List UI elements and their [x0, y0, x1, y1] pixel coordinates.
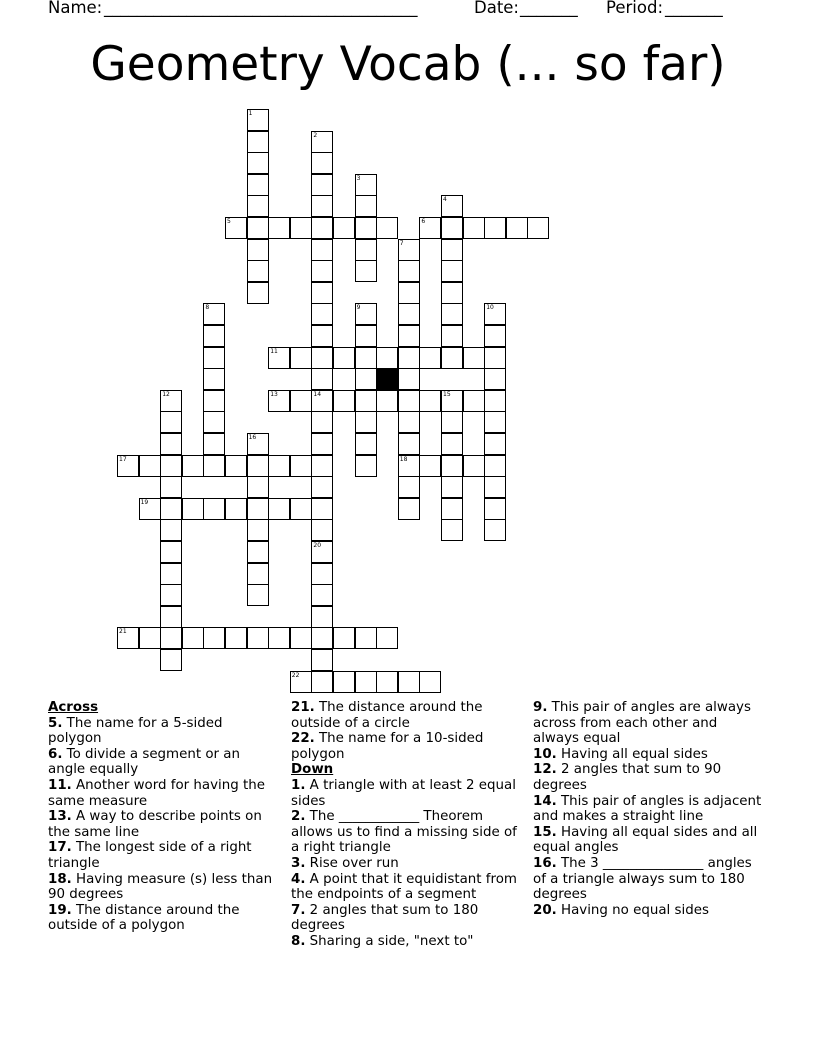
date-blank[interactable]: _______ [520, 0, 578, 17]
down-heading: Down [291, 762, 334, 778]
across-clue-11: 11. Another word for having the same measure [48, 777, 265, 809]
grid-cell[interactable] [311, 476, 333, 498]
grid-cell[interactable] [203, 347, 225, 369]
across-clue-17: 17. The longest side of a right triangle [48, 840, 252, 871]
grid-cell[interactable] [311, 325, 333, 347]
grid-cell[interactable] [311, 563, 333, 585]
grid-cell[interactable] [311, 217, 333, 239]
grid-cell[interactable] [160, 627, 182, 649]
grid-cell[interactable] [484, 476, 506, 498]
period-label: Period: [606, 0, 664, 17]
grid-cell[interactable] [355, 239, 377, 261]
grid-cell[interactable] [247, 476, 269, 498]
grid-cell[interactable] [160, 541, 182, 563]
down-clue-14: 14. This pair of angles is adjacent and makes a straight line [533, 793, 762, 825]
grid-cell[interactable] [355, 325, 377, 347]
grid-cell[interactable] [160, 649, 182, 671]
grid-cell[interactable] [268, 217, 290, 239]
grid-cell[interactable] [311, 606, 333, 628]
grid-cell[interactable] [203, 411, 225, 433]
grid-cell[interactable] [333, 217, 355, 239]
date-label: Date: [474, 0, 519, 17]
down-clue-1: 1. A triangle with at least 2 equal sides [291, 777, 516, 809]
grid-cell[interactable] [355, 671, 377, 693]
grid-cell[interactable] [376, 217, 398, 239]
grid-cell[interactable] [484, 390, 506, 412]
grid-cell[interactable] [398, 476, 420, 498]
grid-cell[interactable] [247, 541, 269, 563]
grid-cell[interactable] [376, 671, 398, 693]
grid-cell[interactable] [441, 282, 463, 304]
grid-cell[interactable] [182, 455, 204, 477]
clue-number: 4 [443, 196, 447, 204]
down-clue-3: 3. Rise over run [291, 855, 399, 871]
down-clue-12: 12. 2 angles that sum to 90 degrees [533, 762, 722, 793]
grid-cell[interactable] [247, 455, 269, 477]
grid-cell[interactable] [247, 627, 269, 649]
grid-cell[interactable] [311, 303, 333, 325]
clue-number: 12 [162, 390, 170, 398]
grid-cell[interactable] [463, 390, 485, 412]
page-title: Geometry Vocab (... so far) [90, 37, 726, 92]
grid-cell[interactable] [160, 584, 182, 606]
grid-cell[interactable] [441, 433, 463, 455]
grid-cell[interactable] [311, 519, 333, 541]
grid-cell[interactable] [484, 325, 506, 347]
grid-cell[interactable] [355, 390, 377, 412]
grid-cell[interactable] [182, 498, 204, 520]
clue-column-2 [291, 700, 523, 950]
grid-cell[interactable] [203, 433, 225, 455]
grid-cell[interactable] [311, 152, 333, 174]
grid-cell[interactable] [355, 368, 377, 390]
clue-number: 19 [140, 498, 149, 506]
grid-cell[interactable] [333, 390, 355, 412]
grid-cell[interactable] [333, 671, 355, 693]
grid-cell[interactable] [441, 325, 463, 347]
grid-cell[interactable] [441, 347, 463, 369]
grid-cell[interactable] [290, 347, 312, 369]
grid-cell[interactable] [398, 671, 420, 693]
grid-cell[interactable] [441, 476, 463, 498]
grid-cell[interactable] [355, 195, 377, 217]
grid-cell[interactable] [484, 411, 506, 433]
grid-cell[interactable] [247, 152, 269, 174]
grid-cell[interactable] [290, 455, 312, 477]
grid-cell[interactable] [311, 368, 333, 390]
down-clue-15: 15. Having all equal sides and all equal angles [533, 824, 758, 856]
grid-cell[interactable] [311, 627, 333, 649]
clue-number: 13 [270, 390, 278, 398]
clue-number: 21 [119, 628, 127, 636]
grid-cell[interactable] [398, 390, 420, 412]
clue-number: 17 [119, 455, 127, 463]
down-clue-16: 16. The 3 _______________ angles of a triangle always sum to 180 degrees [533, 855, 752, 903]
grid-cell[interactable] [441, 260, 463, 282]
grid-cell[interactable] [160, 519, 182, 541]
grid-cell[interactable] [355, 260, 377, 282]
grid-cell[interactable] [311, 498, 333, 520]
clue-number: 6 [421, 218, 426, 225]
grid-cell[interactable] [484, 347, 506, 369]
grid-cell[interactable] [203, 498, 225, 520]
grid-cell[interactable] [484, 217, 506, 239]
grid-cell[interactable] [506, 217, 528, 239]
grid-cell[interactable] [376, 627, 398, 649]
across-clue-19: 19. The distance around the outside of a polygon [48, 902, 240, 934]
grid-cell[interactable] [398, 433, 420, 455]
across-clue-5: 5. The name for a 5-sided polygon [48, 715, 223, 747]
grid-cell[interactable] [355, 433, 377, 455]
grid-cell[interactable] [484, 455, 506, 477]
clue-number: 22 [291, 671, 300, 679]
clue-number: 18 [399, 455, 408, 463]
grid-cell[interactable] [441, 217, 463, 239]
grid-cell[interactable] [203, 390, 225, 412]
grid-cell[interactable] [311, 347, 333, 369]
grid-cell[interactable] [311, 433, 333, 455]
clue-number: 14 [313, 390, 322, 398]
grid-cell[interactable] [311, 584, 333, 606]
clue-number: 7 [399, 239, 404, 247]
grid-cell[interactable] [441, 519, 463, 541]
clue-number: 8 [205, 304, 210, 312]
grid-cell[interactable] [441, 411, 463, 433]
grid-cell[interactable] [247, 584, 269, 606]
grid-cell[interactable] [419, 347, 441, 369]
grid-cell[interactable] [247, 217, 269, 239]
grid-cell[interactable] [463, 217, 485, 239]
grid-cell[interactable] [527, 217, 549, 239]
grid-cell[interactable] [160, 411, 182, 433]
grid-cell[interactable] [247, 131, 269, 153]
grid-cell[interactable] [203, 627, 225, 649]
down-clue-8: 8. Sharing a side, "next to" [291, 933, 474, 949]
clue-number: 5 [227, 218, 231, 225]
grid-cell[interactable] [463, 347, 485, 369]
grid-cell[interactable] [225, 498, 247, 520]
grid-cell[interactable] [160, 498, 182, 520]
down-clue-20: 20. Having no equal sides [533, 902, 709, 918]
grid-cell[interactable] [182, 627, 204, 649]
grid-cell[interactable] [311, 649, 333, 671]
grid-cell[interactable] [290, 498, 312, 520]
down-clue-10: 10. Having all equal sides [533, 746, 708, 762]
across-clue-13: 13. A way to describe points on the same line [48, 809, 262, 840]
down-clue-4: 4. A point that it equidistant from the endpoints of a segment [291, 871, 517, 903]
clue-number: 1 [248, 110, 253, 117]
grid-cell[interactable] [225, 627, 247, 649]
grid-cell[interactable] [419, 671, 441, 693]
clue-number: 15 [443, 390, 451, 398]
grid-cell[interactable] [203, 368, 225, 390]
grid-cell[interactable] [247, 498, 269, 520]
grid-cell[interactable] [398, 325, 420, 347]
grid-cell[interactable] [441, 498, 463, 520]
down-clue-2: 2. The ____________ Theorem allows us to find a missing side of a right triangle [291, 809, 517, 856]
grid-cell[interactable] [355, 627, 377, 649]
grid-cell[interactable] [311, 260, 333, 282]
across-heading: Across [48, 700, 99, 715]
grid-cell[interactable] [311, 455, 333, 477]
grid-cell[interactable] [355, 217, 377, 239]
grid-cell[interactable] [247, 282, 269, 304]
grid-cell[interactable] [441, 455, 463, 477]
name-blank[interactable]: ______________________________________ [104, 0, 418, 17]
across-clue-21: 21. The distance around the outside of a circle [291, 700, 483, 731]
grid-cell[interactable] [398, 368, 420, 390]
period-blank[interactable]: _______ [665, 0, 723, 17]
grid-cell[interactable] [398, 260, 420, 282]
clue-number: 16 [248, 434, 257, 441]
grid-cell[interactable] [311, 195, 333, 217]
grid-cell[interactable] [160, 433, 182, 455]
grid-cell[interactable] [160, 563, 182, 585]
grid-cell[interactable] [376, 390, 398, 412]
grid-cell[interactable] [398, 498, 420, 520]
grid-cell[interactable] [484, 433, 506, 455]
grid-cell[interactable] [484, 498, 506, 520]
across-clue-18: 18. Having measure (s) less than 90 degrees [48, 871, 273, 903]
name-label: Name: [48, 0, 103, 17]
across-clue-6: 6. To divide a segment or an angle equally [48, 746, 240, 778]
grid-cell[interactable] [311, 282, 333, 304]
grid-cell[interactable] [160, 606, 182, 628]
clue-number: 10 [486, 304, 494, 312]
grid-cell[interactable] [203, 455, 225, 477]
grid-cell[interactable] [441, 239, 463, 261]
grid-cell[interactable] [139, 627, 161, 649]
clue-column-3 [533, 700, 765, 918]
grid-cell[interactable] [484, 519, 506, 541]
grid-cell[interactable] [247, 239, 269, 261]
grid-cell[interactable] [398, 282, 420, 304]
grid-cell[interactable] [419, 390, 441, 412]
grid-cell[interactable] [225, 455, 247, 477]
across-clue-22: 22. The name for a 10-sided polygon [291, 731, 484, 762]
grid-cell[interactable] [268, 627, 290, 649]
grid-cell[interactable] [311, 411, 333, 433]
grid-cell[interactable] [268, 498, 290, 520]
grid-cell[interactable] [290, 627, 312, 649]
grid-cell[interactable] [160, 476, 182, 498]
grid-cell[interactable] [290, 217, 312, 239]
blocked-cell [376, 368, 398, 390]
clue-number: 20 [313, 542, 322, 549]
grid-cell[interactable] [398, 303, 420, 325]
grid-cell[interactable] [160, 455, 182, 477]
grid-cell[interactable] [311, 671, 333, 693]
grid-cell[interactable] [355, 455, 377, 477]
grid-cell[interactable] [355, 347, 377, 369]
grid-cell[interactable] [203, 325, 225, 347]
grid-cell[interactable] [441, 303, 463, 325]
grid-cell[interactable] [333, 627, 355, 649]
grid-cell[interactable] [398, 347, 420, 369]
grid-cell[interactable] [247, 260, 269, 282]
grid-cell[interactable] [311, 239, 333, 261]
clue-number: 3 [356, 174, 361, 182]
grid-cell[interactable] [376, 347, 398, 369]
grid-cell[interactable] [333, 347, 355, 369]
down-clue-9: 9. This pair of angles are always across from each other and always equal [533, 700, 751, 747]
grid-cell[interactable] [311, 174, 333, 196]
clue-number: 11 [270, 347, 278, 355]
grid-cell[interactable] [290, 390, 312, 412]
grid-cell[interactable] [398, 411, 420, 433]
grid-cell[interactable] [247, 519, 269, 541]
clue-number: 9 [356, 304, 361, 312]
clue-number: 2 [313, 131, 318, 139]
grid-cell[interactable] [463, 455, 485, 477]
grid-cell[interactable] [268, 455, 290, 477]
grid-cell[interactable] [247, 174, 269, 196]
grid-cell[interactable] [247, 195, 269, 217]
grid-cell[interactable] [355, 411, 377, 433]
down-clue-7: 7. 2 angles that sum to 180 degrees [291, 902, 479, 934]
grid-cell[interactable] [419, 455, 441, 477]
grid-cell[interactable] [484, 368, 506, 390]
grid-cell[interactable] [247, 563, 269, 585]
grid-cell[interactable] [139, 455, 161, 477]
clue-column-1 [48, 700, 280, 934]
